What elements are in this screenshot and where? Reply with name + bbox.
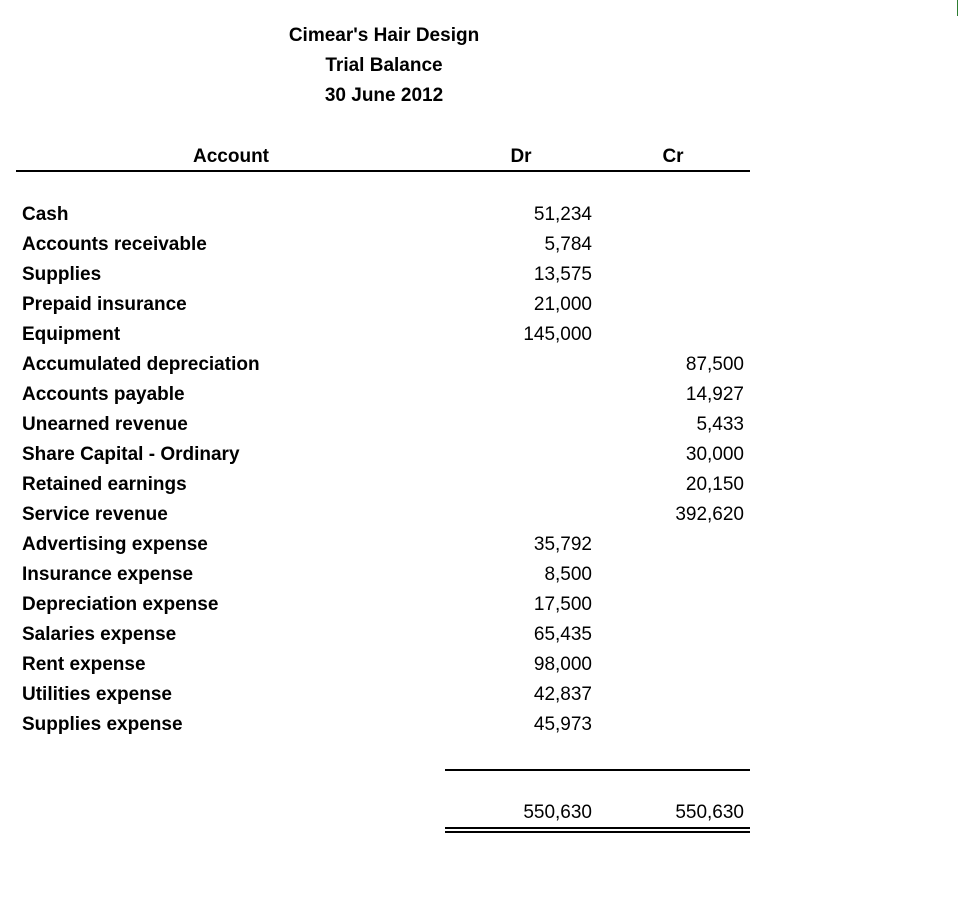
credit-amount: 87,500 [685, 354, 744, 375]
account-name: Equipment [22, 324, 121, 345]
report-title: Trial Balance [325, 55, 443, 76]
header-underline [16, 170, 750, 172]
table-row [0, 350, 960, 380]
debit-amount: 5,784 [544, 234, 592, 255]
table-row [0, 380, 960, 410]
account-name: Prepaid insurance [22, 294, 187, 315]
table-row [0, 530, 960, 560]
totals-row [0, 798, 960, 828]
company-name: Cimear's Hair Design [288, 25, 480, 46]
table-row [0, 260, 960, 290]
table-row [0, 230, 960, 260]
table-row [0, 680, 960, 710]
debit-amount: 42,837 [533, 684, 592, 705]
credit-amount: 5,433 [696, 414, 744, 435]
table-row [0, 620, 960, 650]
account-name: Share Capital - Ordinary [22, 444, 240, 465]
debit-amount: 98,000 [533, 654, 592, 675]
account-name: Utilities expense [22, 684, 172, 705]
account-name: Accounts receivable [22, 234, 207, 255]
table-row [0, 200, 960, 230]
column-header-dr: Dr [510, 146, 532, 167]
debit-amount: 51,234 [533, 204, 592, 225]
table-row [0, 290, 960, 320]
debit-amount: 21,000 [533, 294, 592, 315]
table-row [0, 320, 960, 350]
table-row [0, 500, 960, 530]
table-row [0, 710, 960, 740]
account-name: Depreciation expense [22, 594, 219, 615]
credit-amount: 30,000 [685, 444, 744, 465]
account-name: Accounts payable [22, 384, 185, 405]
double-underline-bottom [445, 831, 750, 833]
window-edge-marker [957, 0, 958, 16]
debit-amount: 145,000 [523, 324, 592, 345]
account-name: Rent expense [22, 654, 146, 675]
table-row [0, 470, 960, 500]
account-name: Advertising expense [22, 534, 208, 555]
debit-amount: 35,792 [533, 534, 592, 555]
credit-amount: 392,620 [675, 504, 744, 525]
table-row [0, 440, 960, 470]
debit-amount: 8,500 [544, 564, 592, 585]
debit-amount: 65,435 [533, 624, 592, 645]
account-name: Salaries expense [22, 624, 177, 645]
credit-amount: 20,150 [685, 474, 744, 495]
account-name: Retained earnings [22, 474, 187, 495]
total-dr: 550,630 [523, 802, 592, 823]
column-header-cr: Cr [662, 146, 684, 167]
debit-amount: 45,973 [533, 714, 592, 735]
table-row [0, 560, 960, 590]
report-date: 30 June 2012 [324, 85, 444, 106]
table-row [0, 590, 960, 620]
account-name: Supplies expense [22, 714, 183, 735]
account-name: Unearned revenue [22, 414, 188, 435]
account-name: Insurance expense [22, 564, 194, 585]
account-name: Service revenue [22, 504, 168, 525]
debit-amount: 17,500 [533, 594, 592, 615]
account-rows [0, 200, 960, 740]
table-row [0, 650, 960, 680]
debit-amount: 13,575 [533, 264, 592, 285]
table-row [0, 410, 960, 440]
column-header-account: Account [193, 146, 269, 167]
subtotal-rule [445, 769, 750, 771]
credit-amount: 14,927 [685, 384, 744, 405]
double-underline-top [445, 827, 750, 829]
total-cr: 550,630 [675, 802, 744, 823]
account-name: Cash [22, 204, 69, 225]
account-name: Accumulated depreciation [22, 354, 260, 375]
account-name: Supplies [22, 264, 102, 285]
